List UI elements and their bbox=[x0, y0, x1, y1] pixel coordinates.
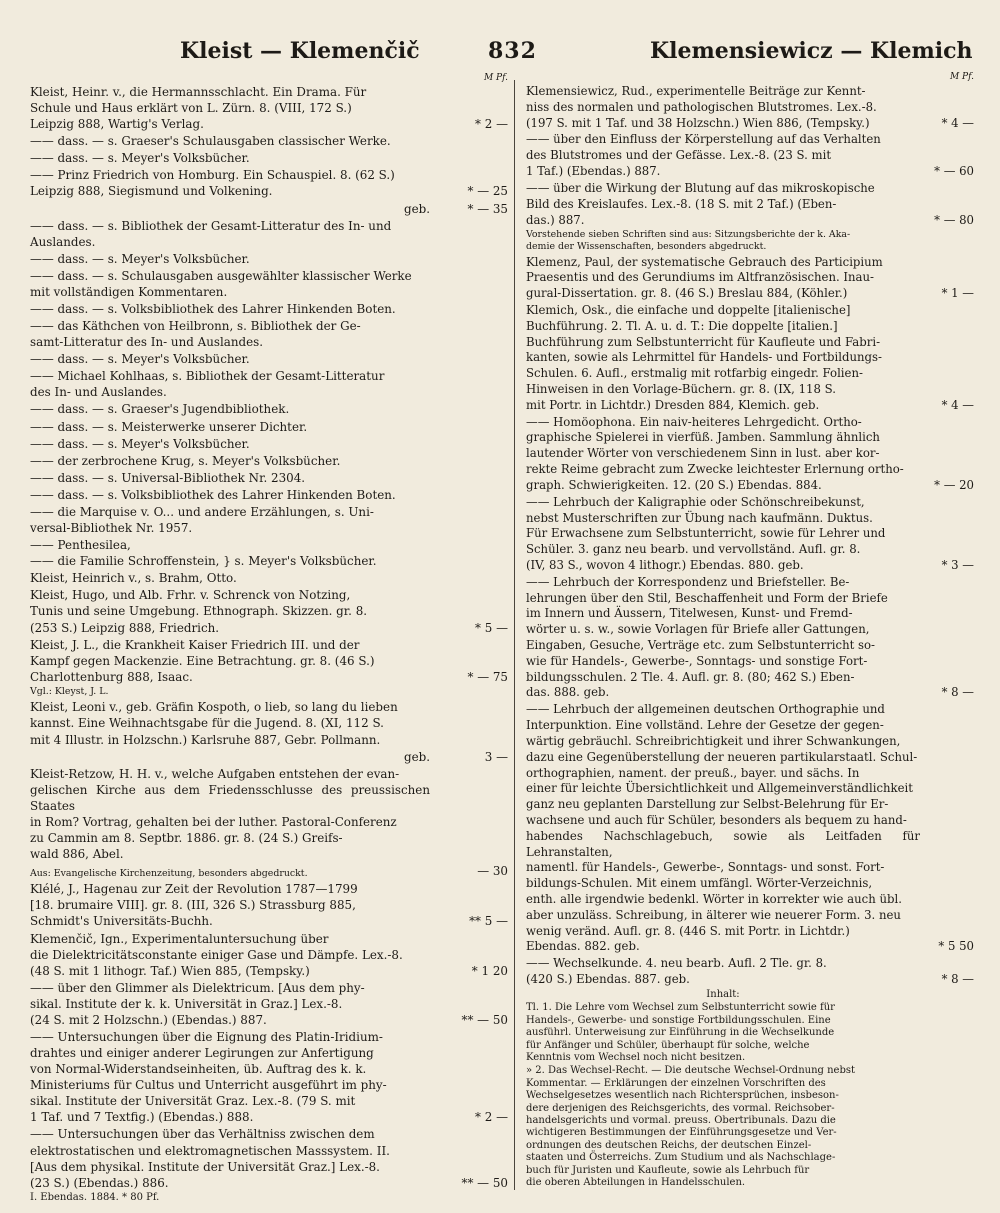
catalog-entry bbox=[30, 637, 508, 685]
entry-price: * — 20 bbox=[934, 477, 974, 492]
entry-text: Kleist, Heinr. v., die Hermannsschlacht. Ein Drama. Für Schule und Haus erklärt von L. Zürn. 8. (VIII, 172 S.) Leipzig 888, Wartig's Verlag. bbox=[30, 85, 367, 132]
entry-price: * 3 — bbox=[941, 557, 974, 572]
entry-price: 3 — bbox=[484, 749, 508, 764]
catalog-entry bbox=[30, 766, 508, 862]
catalog-entry bbox=[30, 318, 508, 350]
entry-price: * — 35 bbox=[467, 201, 508, 216]
entry-text: » 2. Das Wechsel-Recht. — Die deutsche Wechsel-Ordnung nebst Kommentar. — Erklärungen der einzelnen Vorschriften des Wechselgesetzes wesentlich nach Richtersprüchen, insbeson- dere derjenigen des Reichsgerichts, des vormal. Reichsober- handelsgerichts und vormal. preuss. Obertribunals. Dazu die wichtigeren Bestimmungen der Einführungsgesetze und Ver- ordnungen des deutschen Reichs, der deutschen Einzel- staaten und Österreichs. Zum Studium und als Nachschlage- buch für Juristen und Kaufleute, sowie als Lehrbuch für die oberen Abteilungen in Handelsschulen. bbox=[526, 1065, 855, 1188]
entry-price: * 8 — bbox=[941, 972, 974, 987]
entry-text: Klemenz, Paul, der systematische Gebrauch des Participium Praesentis und des Gerundiums im Altfranzösischen. Inau- gural-Dissertation. gr. 8. (46 S.) Breslau 884, (Köhler.) bbox=[526, 254, 883, 301]
entry-text: —— dass. — s. Meyer's Volksbücher. bbox=[30, 352, 250, 367]
catalog-entry bbox=[526, 181, 974, 228]
entry-price: * 1 20 bbox=[471, 963, 508, 978]
catalog-entry bbox=[30, 504, 508, 536]
entry-text: —— über die Wirkung der Blutung auf das mikroskopische Bild des Kreislaufes. Lex.-8. (18 S. mit 2 Taf.) (Eben- das.) 887. bbox=[526, 180, 875, 227]
entry-text: Kleist-Retzow, H. H. v., welche Aufgaben entstehen der evan- gelischen Kirche aus dem Friedensschlusse des preussischen Staates in Rom? Vortrag, gehalten bei der luther. Pastoral-Conferenz zu Cammin am 8. Septbr. 1886. gr. 8. (24 S.) Greifs- wald 886, Abel. bbox=[30, 766, 430, 862]
catalog-entry bbox=[30, 401, 508, 417]
catalog-entry bbox=[30, 980, 508, 1028]
entry-text: —— dass. — s. Meyer's Volksbücher. bbox=[30, 251, 250, 266]
entry-text: —— Wechselkunde. 4. neu bearb. Aufl. 2 Tle. gr. 8. (420 S.) Ebendas. 887. geb. bbox=[526, 956, 827, 987]
catalog-entry bbox=[30, 368, 508, 400]
entry-text: —— Lehrbuch der allgemeinen deutschen Orthographie und Interpunktion. Eine vollständ. Lehre der Gesetze der gegen- wärtig gebräuchl. Schreibrichtigkeit und ihrer Schwankungen, dazu eine Gegenüberstellung der neueren partikularstaatl. Schul- orthographien, nament. der preuß., bayer. und sächs. In einer für leichte Übersichtlichkeit und Allgemeinverständlichkeit ganz neu geplanten Darstellung zur Selbst-Belehrung für Er- wachsene und auch für Schüler, besonders als bequem zu hand- habendes Nachschlagebuch, sowie als Leitfaden für Lehranstalten, namentl. für Handels-, Gewerbe-, Sonntags- und sonst. Fort- bildungs-Schulen. Mit einem umfängl. Wörter-Verzeichnis, enth. alle irgendwie bedenkl. Wörter in korrekter wie auch übl. aber unzuläss. Schreibung, in älterer wie neuerer Form. 3. neu wenig veränd. Aufl. gr. 8. (446 S. mit Portr. in Lichtdr.) Ebendas. 882. geb. bbox=[526, 702, 920, 954]
catalog-entry bbox=[30, 863, 508, 879]
entry-text: —— Homöophona. Ein naiv-heiteres Lehrgedicht. Ortho- graphische Spielerei in vierfüß. Jamben. Sammlung ähnlich lautender Wörter von verschiedenem Sinn in lust. aber kor- rekte Reime gebracht zum Zwecke leichtester Erlernung ortho- graph. Schwierigkeiten. 12. (20 S.) Ebendas. 884. bbox=[526, 414, 904, 492]
entry-text: —— dass. — s. Volksbibliothek des Lahrer Hinkenden Boten. bbox=[30, 302, 396, 317]
entry-price: * — 60 bbox=[934, 164, 974, 179]
column-divider bbox=[514, 80, 515, 1190]
catalog-entry bbox=[526, 303, 974, 414]
catalog-entry bbox=[30, 537, 508, 569]
catalog-entry bbox=[30, 699, 508, 747]
entry-text: —— dass. — s. Volksbibliothek des Lahrer Hinkenden Boten. bbox=[30, 487, 396, 502]
entry-text: —— Penthesilea, —— die Familie Schroffenstein, } s. Meyer's Volksbücher. bbox=[30, 538, 377, 569]
entry-text: —— das Käthchen von Heilbronn, s. Bibliothek der Ge- samt-Litteratur des In- und Auslandes. bbox=[30, 319, 361, 350]
catalog-entry bbox=[30, 167, 508, 199]
entry-price: * — 80 bbox=[934, 212, 974, 227]
entry-text: geb. bbox=[403, 201, 430, 216]
catalog-entry bbox=[30, 251, 508, 267]
catalog-entry bbox=[526, 956, 974, 988]
currency-label: M Pf. bbox=[949, 72, 974, 82]
entry-text: —— Michael Kohlhaas, s. Bibliothek der Gesamt-Litteratur des In- und Auslandes. bbox=[30, 369, 385, 400]
entry-list bbox=[526, 84, 974, 1189]
entry-text: —— dass. — s. Meisterwerke unserer Dichter. bbox=[30, 419, 308, 434]
entry-text: —— Untersuchungen über die Eignung des Platin-Iridium- drahtes und einiger anderer Legirungen zur Anfertigung von Normal-Widerstandseinheiten, üb. Auftrag des k. k. Ministeriums für Cultus und Unterricht ausgeführt im phy- sikal. Institute der Universität Graz. Lex.-8. (79 S. mit 1 Taf. und 7 Textfig.) (Ebendas.) 888. bbox=[30, 1029, 387, 1125]
entry-text: Kleist, Heinrich v., s. Brahm, Otto. bbox=[30, 571, 237, 586]
catalog-entry bbox=[526, 702, 974, 955]
entry-text: —— Lehrbuch der Kaligraphie oder Schönschreibekunst, nebst Musterschriften zur Übung nach kaufmänn. Duktus. Für Erwachsene zum Selbstunterricht, sowie für Lehrer und Schüler. 3. ganz neu bearb. und vervollständ. Aufl. gr. 8. (IV, 83 S., wovon 4 lithogr.) Ebendas. 880. geb. bbox=[526, 494, 886, 572]
catalog-entry bbox=[30, 686, 508, 698]
entry-text: —— dass. — s. Meyer's Volksbücher. bbox=[30, 436, 250, 451]
catalog-entry bbox=[30, 453, 508, 469]
catalog-entry bbox=[30, 1029, 508, 1125]
catalog-entry bbox=[526, 84, 974, 131]
entry-text: Klemenčič, Ign., Experimentaluntersuchung über die Dielektricitätsconstante einiger Gase und Dämpfe. Lex.-8. (48 S. mit 1 lithogr. Taf.) Wien 885, (Tempsky.) bbox=[30, 931, 403, 978]
catalog-entry bbox=[30, 218, 508, 250]
catalog-entry bbox=[30, 749, 508, 765]
catalog-entry bbox=[30, 587, 508, 635]
catalog-entry bbox=[30, 84, 508, 132]
catalog-entry bbox=[526, 229, 974, 252]
header-right-title: Klemensiewicz — Klemich bbox=[650, 38, 973, 64]
catalog-entry bbox=[30, 150, 508, 166]
entry-list bbox=[30, 84, 508, 1204]
catalog-entry bbox=[30, 570, 508, 586]
entry-text: —— dass. — s. Bibliothek der Gesamt-Litteratur des In- und Auslandes. bbox=[30, 218, 392, 249]
entry-text: —— die Marquise v. O... und andere Erzählungen, s. Uni- versal-Bibliothek Nr. 1957. bbox=[30, 504, 374, 536]
entry-price: * 5 — bbox=[475, 620, 508, 635]
catalog-entry bbox=[30, 931, 508, 979]
entry-price: * 2 — bbox=[475, 1110, 508, 1125]
page-number: 832 bbox=[488, 38, 537, 64]
catalog-entry bbox=[30, 351, 508, 367]
entry-text: Klélé, J., Hagenau zur Zeit der Revolution 1787—1799 [18. brumaire VIII]. gr. 8. (III, 326 S.) Strassburg 885, Schmidt's Universitäts-Buchh. bbox=[30, 882, 358, 929]
entry-text: —— über den Glimmer als Dielektricum. [Aus dem phy- sikal. Institute der k. k. Universität in Graz.] Lex.-8. (24 S. mit 2 Holzschn.) (Ebendas.) 887. bbox=[30, 980, 365, 1027]
entry-text: Inhalt: bbox=[706, 988, 740, 1000]
catalog-entry bbox=[30, 1126, 508, 1190]
entry-price: * 4 — bbox=[941, 115, 974, 130]
catalog-entry bbox=[526, 1065, 974, 1189]
catalog-entry bbox=[30, 301, 508, 317]
entry-text: —— dass. — s. Graeser's Jugendbibliothek. bbox=[30, 402, 290, 417]
entry-text: Vorstehende sieben Schriften sind aus: Sitzungsberichte der k. Aka- demie der Wissenschaften, besonders abgedruckt. bbox=[526, 229, 851, 252]
currency-label: M Pf. bbox=[483, 73, 508, 83]
entry-price: ** — 50 bbox=[461, 1175, 508, 1190]
header-left-title: Kleist — Klemenčič bbox=[180, 38, 420, 64]
entry-price: — 30 bbox=[477, 864, 508, 879]
left-column bbox=[30, 70, 508, 1205]
entry-text: —— dass. — s. Universal-Bibliothek Nr. 2304. bbox=[30, 470, 306, 485]
catalog-entry bbox=[526, 255, 974, 302]
entry-price: * 4 — bbox=[941, 397, 974, 412]
entry-text: I. Ebendas. 1884. * 80 Pf. bbox=[30, 1191, 160, 1203]
entry-text: Aus: Evangelische Kirchenzeitung, besonders abgedruckt. bbox=[30, 867, 308, 879]
entry-text: —— Prinz Friedrich von Homburg. Ein Schauspiel. 8. (62 S.) Leipzig 888, Siegismund und Volkening. bbox=[30, 168, 395, 199]
catalog-entry bbox=[30, 881, 508, 929]
entry-text: Kleist, Leoni v., geb. Gräfin Kospoth, o lieb, so lang du lieben kannst. Eine Weihnachtsgabe für die Jugend. 8. (XI, 112 S. mit 4 Illustr. in Holzschn.) Karlsruhe 887, Gebr. Pollmann. bbox=[30, 700, 398, 747]
catalog-entry bbox=[526, 575, 974, 702]
catalog-entry bbox=[30, 436, 508, 452]
entry-text: —— Lehrbuch der Korrespondenz und Briefsteller. Be- lehrungen über den Stil, Beschaffenheit und Form der Briefe im Innern und Äussern, Titelwesen, Kunst- und Fremd- wörter u. s. w., sowie Vorlagen für Briefe aller Gattungen, Eingaben, Gesuche, Verträge etc. zum Selbstunterricht so- wie für Handels-, Gewerbe-, Sonntags- und sonstige Fort- bildungsschulen. 2 Tle. 4. Aufl. gr. 8. (80; 462 S.) Eben- das. 888. geb. bbox=[526, 574, 888, 700]
catalog-entry bbox=[526, 415, 974, 494]
right-column bbox=[526, 70, 974, 1190]
catalog-entry bbox=[30, 1192, 508, 1204]
entry-text: —— dass. — s. Meyer's Volksbücher. bbox=[30, 151, 250, 166]
catalog-entry bbox=[30, 201, 508, 217]
entry-text: Tl. 1. Die Lehre vom Wechsel zum Selbstunterricht sowie für Handels-, Gewerbe- und sonstige Fortbildungsschulen. Eine ausführl. Unterweisung zur Einführung in die Wechselkunde für Anfänger und Schüler, überhaupt für solche, welche Kenntnis vom Wechsel noch nicht besitzen. bbox=[526, 1002, 835, 1063]
entry-text: geb. bbox=[403, 749, 430, 764]
entry-price: * 1 — bbox=[941, 286, 974, 301]
catalog-entry bbox=[526, 989, 974, 1001]
entry-price: * 2 — bbox=[475, 117, 508, 132]
entry-price: ** 5 — bbox=[469, 914, 508, 929]
catalog-entry bbox=[526, 132, 974, 179]
entry-price: * 5 50 bbox=[938, 939, 974, 954]
entry-price: * — 75 bbox=[467, 669, 508, 684]
entry-price: ** — 50 bbox=[461, 1012, 508, 1027]
catalog-entry bbox=[30, 133, 508, 149]
catalog-entry bbox=[30, 487, 508, 503]
entry-price: * 8 — bbox=[941, 685, 974, 700]
catalog-entry bbox=[30, 419, 508, 435]
catalog-entry bbox=[30, 470, 508, 486]
catalog-entry bbox=[30, 268, 508, 300]
entry-text: —— dass. — s. Graeser's Schulausgaben classischer Werke. bbox=[30, 134, 391, 149]
entry-text: —— dass. — s. Schulausgaben ausgewählter klassischer Werke mit vollständigen Kommentaren. bbox=[30, 268, 412, 299]
entry-text: Klemensiewicz, Rud., experimentelle Beiträge zur Kennt- niss des normalen und pathologischen Blutstromes. Lex.-8. (197 S. mit 1 Taf. und 38 Holzschn.) Wien 886, (Tempsky.) bbox=[526, 84, 877, 130]
entry-text: —— Untersuchungen über das Verhältniss zwischen dem elektrostatischen und elektromagnetischen Masssystem. II. [Aus dem physikal. Institute der Universität Graz.] Lex.-8. (23 S.) (Ebendas.) 886. bbox=[30, 1127, 390, 1190]
entry-price: * — 25 bbox=[467, 184, 508, 199]
entry-text: Kleist, Hugo, und Alb. Frhr. v. Schrenck von Notzing, Tunis und seine Umgebung. Ethnograph. Skizzen. gr. 8. (253 S.) Leipzig 888, Friedrich. bbox=[30, 588, 368, 635]
entry-text: Klemich, Osk., die einfache und doppelte [italienische] Buchführung. 2. Tl. A. u. d. T.: Die doppelte [italien.] Buchführung zum Selbstunterricht für Kaufleute und Fabri- kanten, sowie als Lehrmittel für Handels- und Fortbildungs- Schulen. 6. Aufl., erstmalig mit rotfarbig eingedr. Folien- Hinweisen in den Vorlage-Büchern. gr. 8. (IX, 118 S. mit Portr. in Lichtdr.) Dresden 884, Klemich. geb. bbox=[526, 302, 882, 412]
entry-text: Kleist, J. L., die Krankheit Kaiser Friedrich III. und der Kampf gegen Mackenzie. Eine Betrachtung. gr. 8. (46 S.) Charlottenburg 888, Isaac. bbox=[30, 637, 375, 684]
entry-text: —— der zerbrochene Krug, s. Meyer's Volksbücher. bbox=[30, 453, 341, 468]
entry-text: Vgl.: Kleyst, J. L. bbox=[30, 685, 109, 697]
catalog-entry bbox=[526, 495, 974, 574]
entry-text: —— über den Einfluss der Körperstellung auf das Verhalten des Blutstromes und der Gefässe. Lex.-8. (23 S. mit 1 Taf.) (Ebendas.) 887. bbox=[526, 132, 881, 179]
catalog-entry bbox=[526, 1002, 974, 1064]
